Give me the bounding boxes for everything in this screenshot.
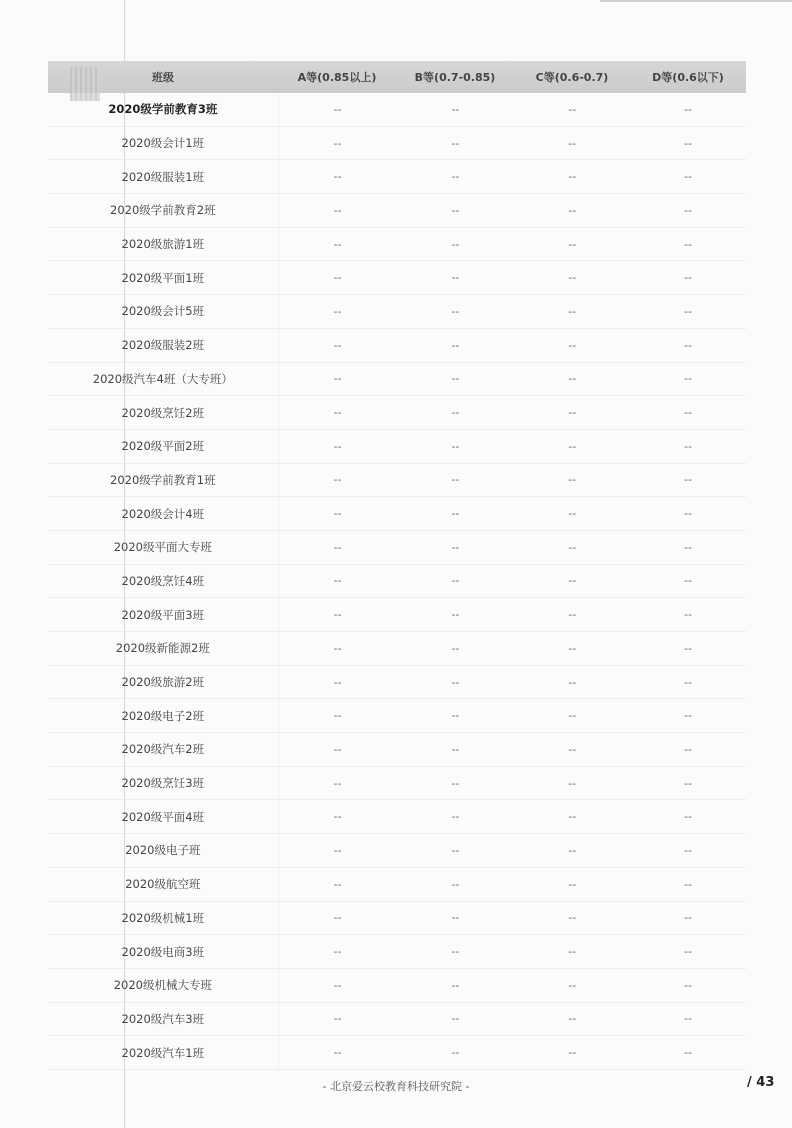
class-name-cell: 2020级烹饪3班 <box>48 767 279 800</box>
grade-cell: -- <box>684 1012 693 1026</box>
grade-cell: -- <box>568 372 577 386</box>
grade-cell: -- <box>333 271 342 285</box>
table-row <box>48 935 746 969</box>
grade-cell: -- <box>451 641 460 655</box>
grade-cell: -- <box>568 1012 577 1026</box>
grade-cell: -- <box>333 237 342 251</box>
grade-cell: -- <box>333 473 342 487</box>
grade-cell: -- <box>451 406 460 420</box>
grade-cell: -- <box>451 911 460 925</box>
grade-cell: -- <box>568 473 577 487</box>
grade-cell: -- <box>333 978 342 992</box>
grade-cell: -- <box>333 136 342 150</box>
table-row <box>48 261 746 295</box>
grade-cell: -- <box>451 507 460 521</box>
grade-cell: -- <box>684 776 693 790</box>
grade-cell: -- <box>333 540 342 554</box>
class-name-cell: 2020级旅游1班 <box>48 228 279 261</box>
class-name-cell: 2020级学前教育1班 <box>48 464 279 497</box>
grade-cell: -- <box>684 170 693 184</box>
class-name-cell: 2020级汽车1班 <box>48 1036 279 1069</box>
grade-cell: -- <box>333 439 342 453</box>
table-row <box>48 800 746 834</box>
grade-cell: -- <box>333 641 342 655</box>
grade-cell: -- <box>568 170 577 184</box>
class-name-cell: 2020级学前教育3班 <box>48 93 279 126</box>
grade-table <box>48 61 746 1070</box>
grade-cell: -- <box>684 675 693 689</box>
class-name-cell: 2020级服装1班 <box>48 160 279 193</box>
table-row <box>48 531 746 565</box>
class-name-cell: 2020级会计5班 <box>48 295 279 328</box>
table-row <box>48 1036 746 1070</box>
grade-cell: -- <box>684 102 693 116</box>
page-number: / 43 <box>747 1075 775 1090</box>
table-row <box>48 497 746 531</box>
table-row <box>48 194 746 228</box>
grade-cell: -- <box>684 271 693 285</box>
header-grade-a: A等(0.85以上) <box>297 71 377 84</box>
class-name-cell: 2020级电子2班 <box>48 699 279 732</box>
grade-cell: -- <box>333 338 342 352</box>
class-name-cell: 2020级电子班 <box>48 834 279 867</box>
table-row <box>48 834 746 868</box>
header-grade-b: B等(0.7-0.85) <box>414 71 496 84</box>
class-name-cell: 2020级平面大专班 <box>48 531 279 564</box>
grade-cell: -- <box>451 304 460 318</box>
grade-cell: -- <box>451 237 460 251</box>
class-name-cell: 2020级平面1班 <box>48 261 279 294</box>
grade-cell: -- <box>684 237 693 251</box>
grade-cell: -- <box>684 911 693 925</box>
class-name-cell: 2020级机械大专班 <box>48 969 279 1002</box>
table-row <box>48 902 746 936</box>
table-row <box>48 329 746 363</box>
table-row <box>48 396 746 430</box>
grade-cell: -- <box>451 945 460 959</box>
class-name-cell: 2020级航空班 <box>48 868 279 901</box>
grade-cell: -- <box>684 641 693 655</box>
grade-cell: -- <box>568 742 577 756</box>
class-name-cell: 2020级机械1班 <box>48 902 279 935</box>
grade-cell: -- <box>684 843 693 857</box>
table-row <box>48 127 746 161</box>
grade-cell: -- <box>568 338 577 352</box>
grade-cell: -- <box>333 843 342 857</box>
table-row <box>48 632 746 666</box>
table-row <box>48 1003 746 1037</box>
grade-cell: -- <box>568 203 577 217</box>
grade-cell: -- <box>333 911 342 925</box>
class-name-cell: 2020级学前教育2班 <box>48 194 279 227</box>
table-row <box>48 430 746 464</box>
table-row <box>48 767 746 801</box>
table-row <box>48 363 746 397</box>
grade-cell: -- <box>568 843 577 857</box>
table-row <box>48 160 746 194</box>
header-grade-d: D等(0.6以下) <box>652 71 724 84</box>
grade-cell: -- <box>684 203 693 217</box>
grade-cell: -- <box>568 507 577 521</box>
grade-cell: -- <box>333 507 342 521</box>
grade-cell: -- <box>684 1046 693 1060</box>
grade-cell: -- <box>684 945 693 959</box>
table-row <box>48 969 746 1003</box>
grade-cell: -- <box>333 406 342 420</box>
grade-cell: -- <box>451 574 460 588</box>
class-name-cell: 2020级会计4班 <box>48 497 279 530</box>
grade-cell: -- <box>333 675 342 689</box>
grade-cell: -- <box>451 372 460 386</box>
grade-cell: -- <box>568 406 577 420</box>
grade-cell: -- <box>451 338 460 352</box>
class-name-cell: 2020级烹饪2班 <box>48 396 279 429</box>
page-footer: - 北京爱云校教育科技研究院 - <box>322 1080 470 1093</box>
grade-cell: -- <box>684 338 693 352</box>
grade-cell: -- <box>333 709 342 723</box>
table-row <box>48 295 746 329</box>
grade-cell: -- <box>451 1046 460 1060</box>
grade-cell: -- <box>568 439 577 453</box>
grade-cell: -- <box>451 540 460 554</box>
grade-cell: -- <box>568 978 577 992</box>
grade-cell: -- <box>333 372 342 386</box>
grade-cell: -- <box>451 742 460 756</box>
grade-cell: -- <box>333 810 342 824</box>
table-row <box>48 699 746 733</box>
scan-artifact-edge <box>600 0 792 2</box>
grade-cell: -- <box>333 1046 342 1060</box>
grade-cell: -- <box>333 170 342 184</box>
grade-cell: -- <box>333 102 342 116</box>
grade-cell: -- <box>568 877 577 891</box>
grade-cell: -- <box>684 709 693 723</box>
grade-cell: -- <box>568 709 577 723</box>
grade-cell: -- <box>333 574 342 588</box>
grade-cell: -- <box>333 776 342 790</box>
grade-cell: -- <box>451 136 460 150</box>
class-name-cell: 2020级电商3班 <box>48 935 279 968</box>
class-name-cell: 2020级服装2班 <box>48 329 279 362</box>
grade-cell: -- <box>568 136 577 150</box>
grade-cell: -- <box>333 742 342 756</box>
grade-cell: -- <box>451 170 460 184</box>
grade-cell: -- <box>568 608 577 622</box>
grade-cell: -- <box>568 675 577 689</box>
grade-cell: -- <box>333 304 342 318</box>
table-row <box>48 464 746 498</box>
grade-cell: -- <box>684 304 693 318</box>
class-name-cell: 2020级汽车3班 <box>48 1003 279 1036</box>
grade-cell: -- <box>684 439 693 453</box>
grade-cell: -- <box>684 473 693 487</box>
grade-cell: -- <box>568 574 577 588</box>
grade-cell: -- <box>333 608 342 622</box>
class-name-cell: 2020级汽车2班 <box>48 733 279 766</box>
grade-cell: -- <box>333 877 342 891</box>
grade-cell: -- <box>451 709 460 723</box>
table-row <box>48 868 746 902</box>
grade-cell: -- <box>451 271 460 285</box>
grade-cell: -- <box>684 978 693 992</box>
grade-cell: -- <box>451 608 460 622</box>
grade-cell: -- <box>451 843 460 857</box>
class-name-cell: 2020级汽车4班（大专班） <box>48 363 279 396</box>
grade-cell: -- <box>568 641 577 655</box>
grade-cell: -- <box>684 372 693 386</box>
grade-cell: -- <box>333 203 342 217</box>
grade-cell: -- <box>451 810 460 824</box>
table-row <box>48 598 746 632</box>
grade-cell: -- <box>451 102 460 116</box>
grade-cell: -- <box>684 507 693 521</box>
class-name-cell: 2020级烹饪4班 <box>48 565 279 598</box>
grade-cell: -- <box>568 540 577 554</box>
grade-cell: -- <box>568 776 577 790</box>
grade-cell: -- <box>451 877 460 891</box>
grade-cell: -- <box>568 102 577 116</box>
header-class: 班级 <box>48 69 278 85</box>
table-header <box>48 61 746 93</box>
class-name-cell: 2020级平面3班 <box>48 598 279 631</box>
table-row <box>48 93 746 127</box>
class-name-cell: 2020级平面2班 <box>48 430 279 463</box>
grade-cell: -- <box>684 810 693 824</box>
table-row <box>48 565 746 599</box>
grade-cell: -- <box>684 540 693 554</box>
class-name-cell: 2020级旅游2班 <box>48 666 279 699</box>
grade-cell: -- <box>684 877 693 891</box>
table-row <box>48 733 746 767</box>
header-grade-c: C等(0.6-0.7) <box>535 71 609 84</box>
table-row <box>48 666 746 700</box>
grade-cell: -- <box>684 406 693 420</box>
grade-cell: -- <box>684 742 693 756</box>
grade-cell: -- <box>333 1012 342 1026</box>
grade-cell: -- <box>568 945 577 959</box>
table-row <box>48 228 746 262</box>
grade-cell: -- <box>333 945 342 959</box>
grade-cell: -- <box>451 1012 460 1026</box>
grade-cell: -- <box>568 304 577 318</box>
grade-cell: -- <box>451 978 460 992</box>
grade-cell: -- <box>568 1046 577 1060</box>
grade-cell: -- <box>451 203 460 217</box>
grade-cell: -- <box>451 776 460 790</box>
grade-cell: -- <box>568 271 577 285</box>
grade-cell: -- <box>684 574 693 588</box>
grade-cell: -- <box>684 608 693 622</box>
grade-cell: -- <box>451 473 460 487</box>
grade-cell: -- <box>568 237 577 251</box>
table-body <box>48 93 746 1070</box>
grade-cell: -- <box>684 136 693 150</box>
grade-cell: -- <box>568 911 577 925</box>
grade-cell: -- <box>568 810 577 824</box>
grade-cell: -- <box>451 439 460 453</box>
grade-cell: -- <box>451 675 460 689</box>
class-name-cell: 2020级平面4班 <box>48 800 279 833</box>
class-name-cell: 2020级新能源2班 <box>48 632 279 665</box>
class-name-cell: 2020级会计1班 <box>48 127 279 160</box>
